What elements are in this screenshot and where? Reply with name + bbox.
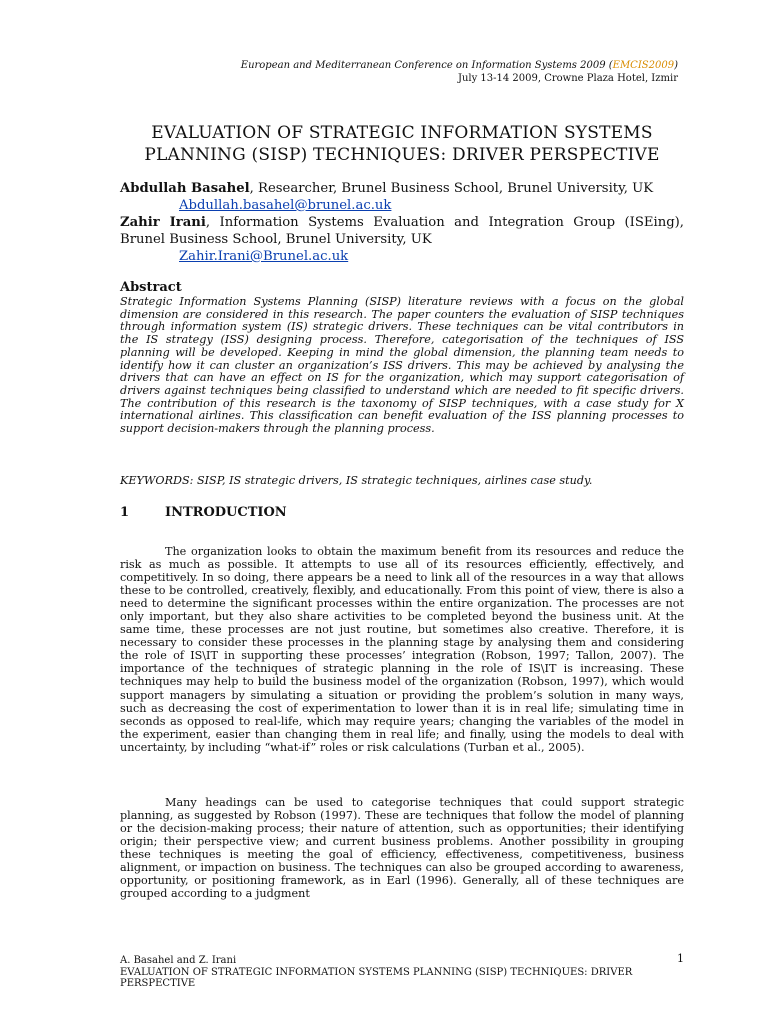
paper-title xyxy=(120,122,684,166)
abstract-text: Strategic Information Systems Planning (SISP) literature reviews with a focus on the global dimension are considered in this research. The paper counters the evaluation of SISP techniques through information system (IS) strategic drivers. These techniques can be vital contributors in the IS strategy (ISS) designing process. Therefore, categorisation of the techniques of ISS planning will be developed. Keeping in mind the global dimension, the planning team needs to identify how it can cluster an organization’s ISS drivers. This may be achieved by analysing the drivers that can have an effect on IS for the organization, which may support categorisation of drivers against techniques being classified to understand which are needed to fit specific drivers. The contribution of this research is the taxonomy of SISP techniques, with a case study for X international airlines. This classification can benefit evaluation of the ISS planning processes to support decision-makers through the planning process. xyxy=(120,295,684,436)
section-heading-introduction xyxy=(120,505,287,520)
paper-title-line-1: EVALUATION OF STRATEGIC INFORMATION SYSTEMS xyxy=(151,123,653,143)
footer-authors: A. Basahel and Z. Irani xyxy=(120,955,237,966)
author-1-name: Abdullah Basahel xyxy=(120,181,250,196)
author-1-email-link[interactable]: Abdullah.basahel@brunel.ac.uk xyxy=(179,198,392,213)
footer-title: EVALUATION OF STRATEGIC INFORMATION SYSTEMS PLANNING (SISP) TECHNIQUES: DRIVER PERSPECTIVE xyxy=(120,966,633,989)
abstract-heading: Abstract xyxy=(120,280,182,295)
conference-name: European and Mediterranean Conference on Information Systems 2009 (EMCIS2009) xyxy=(240,60,678,71)
page-number: 1 xyxy=(677,952,684,965)
body-paragraph-1: The organization looks to obtain the maximum benefit from its resources and reduce the risk as much as possible. It attempts to use all of its resources efficiently, effectively, and competitively. In so doing, there appears be a need to link all of the resources in a way that allows these to be controlled, creatively, flexibly, and educationally. From this point of view, there is also a need to determine the significant processes within the entire organization. The processes are not only important, but they also share activities to be completed beyond the business unit. At the same time, these processes are not just routine, but sometimes also creative. Therefore, it is necessary to consider these processes in the planning stage by analysing them and considering the role of IS\IT in supporting these processes’ integration (Robson, 1997; Tallon, 2007). The importance of the techniques of strategic planning in the role of IS\IT is increasing. These techniques may help to build the business model of the organization (Robson, 1997), which would support managers by simulating a situation or providing the problem’s solution in many ways, such as decreasing the cost of experimentation to lower than it is in real life; simulating time in seconds as opposed to real-life, which may require years; changing the variables of the model in the experiment, easier than changing them in real life; and finally, using the models to deal with uncertainty, by including “what-if” roles or risk calculations (Turban et al., 2005). xyxy=(120,545,684,754)
keywords: KEYWORDS: SISP, IS strategic drivers, IS strategic techniques, airlines case study. xyxy=(120,474,593,487)
author-2-affiliation: , Information Systems Evaluation and Integration Group (ISEing), Brunel Business School, Brunel University, UK xyxy=(120,215,684,247)
author-2-email-link[interactable]: Zahir.Irani@Brunel.ac.uk xyxy=(179,249,349,264)
author-block xyxy=(120,180,684,265)
section-title: INTRODUCTION xyxy=(165,505,287,520)
author-2 xyxy=(120,214,684,248)
body-paragraph-2: Many headings can be used to categorise techniques that could support strategic planning, as suggested by Robson (1997). These are techniques that follow the model of planning or the decision-making process; their nature of attention, such as opportunities; their identifying origin; their perspective view; and current business problems. Another possibility in grouping these techniques is meeting the goal of efficiency, effectiveness, competitiveness, business alignment, or impaction on business. The techniques can also be grouped according to awareness, opportunity, or positioning framework, as in Earl (1996). Generally, all of these techniques are grouped according to a judgment xyxy=(120,796,684,901)
section-number: 1 xyxy=(120,505,130,520)
author-2-name: Zahir Irani xyxy=(120,215,206,230)
author-1 xyxy=(120,180,684,197)
conference-date-venue: July 13-14 2009, Crowne Plaza Hotel, Izmir xyxy=(457,73,678,84)
conference-acronym: EMCIS2009 xyxy=(612,60,675,71)
page-footer xyxy=(120,952,684,990)
conference-header xyxy=(241,59,678,85)
author-1-affiliation: , Researcher, Brunel Business School, Brunel University, UK xyxy=(249,181,654,196)
paper-title-line-2: PLANNING (SISP) TECHNIQUES: DRIVER PERSPECTIVE xyxy=(144,145,660,165)
